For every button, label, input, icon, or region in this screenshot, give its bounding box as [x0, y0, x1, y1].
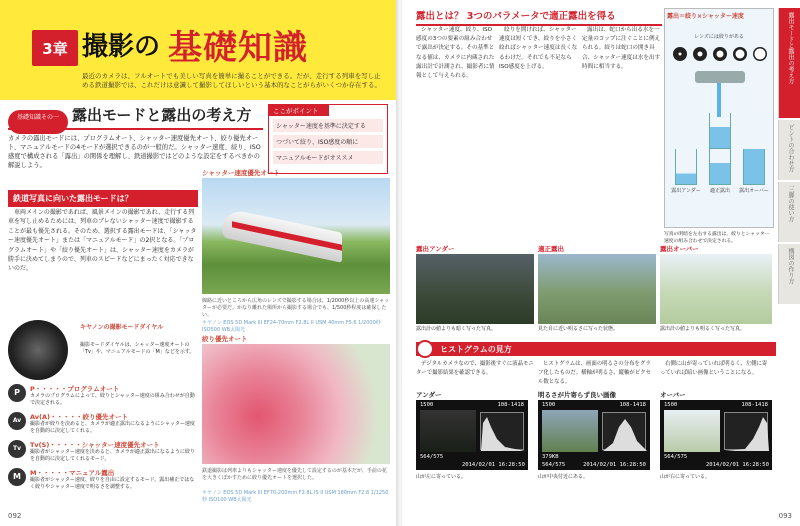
cup-icon: [709, 113, 731, 149]
train-photo: [202, 178, 390, 294]
mode-p-icon: P: [8, 384, 26, 402]
figure-label: 適正露出: [709, 188, 730, 194]
mode-item: [30, 384, 198, 407]
histogram-heading: ヒストグラムの見方: [416, 342, 776, 356]
point-heading: ここがポイント: [269, 105, 329, 116]
body-column: 露出は、蛇口から出る水を一定量のコップに注ぐことに例えられる。絞りは蛇口の開き具合、シャッター速度は水を出す時間に相当する。: [582, 27, 661, 70]
tab-exposure[interactable]: 露出モードと露出の考え方: [778, 8, 800, 118]
folder-readout: 108-1418: [497, 402, 524, 408]
mode-heading: Tv(S)・・・・・シャッター速度優先オート: [30, 441, 160, 449]
date-readout: 2014/02/01 16:28:50: [462, 462, 525, 468]
mode-text: 撮影者がシャッター速度を決めると、カメラが適正露出になるように絞りを自動的に決定してくれるモード。: [30, 449, 195, 462]
exposure-caption: 見た目に近い明るさに写った状態。: [538, 326, 619, 332]
camera-icon: [416, 340, 434, 358]
shutter-readout: 1500: [664, 402, 678, 408]
exposure-label: 適正露出: [538, 245, 564, 253]
screen-caption: 山が中央付近にある。: [538, 474, 589, 480]
date-readout: 2014/02/01 16:28:50: [706, 462, 769, 468]
lcd-screen: [538, 400, 650, 470]
folder-readout: 108-1418: [741, 402, 768, 408]
faucet-icon: [695, 71, 745, 83]
water-stream: [717, 83, 721, 117]
aperture-icon: [693, 47, 707, 61]
point-item: マニュアルモードがオススメ: [273, 151, 383, 164]
tab-focus[interactable]: ピントの合わせ方: [778, 120, 800, 180]
screen-label: 明るさが片寄らず良い画像: [538, 391, 616, 399]
over-photo: [660, 254, 772, 324]
lcd-screen: [416, 400, 528, 470]
exposure-caption: 露出計の値よりも暗く写った写真。: [416, 326, 497, 332]
intro-text: カメラの露出モードには、プログラムオート、シャッター速度優先オート、絞り優先オート、マニュアルモードの4モードが選択できるのが一般的だ。シャッター速度、絞り、ISO感度で構成される「露出」の関係を理解し、鉄道撮影ではどのような設定をするべきかの解説しよう。: [8, 135, 261, 169]
right-page: [402, 0, 800, 526]
photo-exif: キヤノン EOS 5D Mark III EF70-200mm F2.8L IS II USM 180mm F2.8 1/1250秒 ISO100 WB太陽光: [202, 490, 389, 503]
chapter-badge: 3章: [32, 30, 78, 66]
flower-photo: [202, 344, 390, 464]
left-page: [0, 0, 398, 526]
histogram-graph: [724, 412, 768, 450]
photo-heading: 絞り優先オート: [202, 335, 248, 343]
lcd-thumbnail: [664, 410, 720, 452]
lcd-thumbnail: [420, 410, 476, 452]
exposure-label: 露出オーバー: [660, 245, 699, 253]
figure-heading: 露出＝絞り×シャッター速度: [667, 13, 744, 20]
cup-icon: [709, 149, 731, 185]
page-number: 092: [8, 512, 22, 520]
mode-text: 撮影者がシャッター速度、絞りを自由に設定するモード。露出補正ではなく絞りやシャッター速度で明るさを調整する。: [30, 477, 195, 490]
shutter-readout: 1500: [420, 402, 434, 408]
page-number: 093: [778, 512, 792, 520]
count-readout: 564/575: [420, 454, 444, 460]
mode-av-icon: Av: [8, 412, 26, 430]
screen-label: オーバー: [660, 391, 686, 399]
chapter-header: [0, 0, 398, 100]
date-readout: 2014/02/01 16:28:50: [583, 462, 646, 468]
histogram-text: 右側に山が寄っていれば明るく、左側に寄っていれば暗い画像ということになる。: [660, 361, 768, 376]
right-heading: 露出とは？ 3つのパラメータで適正露出を得る: [416, 8, 662, 26]
mode-text: 撮影者が絞りを決めると、カメラが適正露出になるようにシャッター速度を自動的に決定してくれる。: [30, 421, 195, 434]
cup-icon: [675, 149, 697, 185]
mode-item: [30, 468, 198, 491]
mode-heading: P・・・・・プログラムオート: [30, 385, 120, 393]
body-column: 絞りを開ければ、シャッター速度は短くでき、絞りを小さく絞ればシャッター速度は長くなるわけだ。それでも不足ならISO感度を上げる。: [499, 27, 578, 70]
histogram-text: デジタルカメラなので、撮影後すぐに液晶モニターで撮影結果を確認できる。: [416, 361, 534, 376]
exposure-label: 露出アンダー: [416, 245, 455, 253]
photo-exif: キヤノン EOS 5D Mark III EF24-70mm F2.8L II USM 40mm F5.6 1/2000秒 ISO500 WB太陽光: [202, 320, 381, 333]
mode-text: カメラのプログラムによって、絞りとシャッター速度の組み合わせが自動で決定される。: [30, 393, 195, 406]
figure-label: 露出アンダー: [671, 188, 701, 194]
mode-heading: Av(A)・・・・・絞り優先オート: [30, 413, 129, 421]
cup-icon: [743, 149, 765, 185]
aperture-icon: [753, 47, 767, 61]
aperture-icon: [673, 47, 687, 61]
mode-item: [30, 412, 198, 435]
section-badge: 基礎知識その一: [8, 110, 68, 134]
mode-dial-photo: [8, 320, 68, 380]
histogram-text: ヒストグラムは、画面の明るさの分布をグラフ化したものだ。横軸が明るさ、縦軸がピクセル数となる。: [538, 361, 651, 385]
folder-readout: 108-1418: [619, 402, 646, 408]
count-readout: 564/575: [664, 454, 688, 460]
histogram-graph: [602, 412, 646, 450]
photo-heading: シャッター速度優先オート: [202, 169, 280, 177]
screen-caption: 山が右に寄っている。: [660, 474, 711, 480]
dial-caption: 撮影モードダイヤルは、シャッター速度オートの「Tv」や、マニュアルモードの「M」などを示す。: [80, 342, 195, 355]
subheading: 鉄道写真に向いた露出モードは？: [8, 190, 198, 207]
chapter-title: 撮影の: [82, 32, 161, 62]
lcd-screen: [660, 400, 772, 470]
point-item: シャッター速度を基準に決定する: [273, 119, 383, 132]
photo-caption: 線路に近いところから広角のレンズで撮影する場合は、1/2000秒以上の高速シャッターが必要だ。かなり離れた場所から撮影する場合でも、1/500秒程度は確保したい。: [202, 298, 390, 318]
tab-composition[interactable]: 構図の作り方: [778, 244, 800, 304]
under-photo: [416, 254, 534, 324]
proper-photo: [538, 254, 656, 324]
exposure-caption: 露出計の値よりも明るく写った写真。: [660, 326, 746, 332]
screen-label: アンダー: [416, 391, 442, 399]
mode-m-icon: M: [8, 468, 26, 486]
lens-label: レンズには絞りがある: [694, 34, 744, 40]
shutter-readout: 1500: [542, 402, 556, 408]
exposure-figure: [664, 8, 774, 228]
mode-heading: M・・・・・マニュアル露出: [30, 469, 115, 477]
lcd-thumbnail: [542, 410, 598, 452]
aperture-icon: [733, 47, 747, 61]
body-column: シャッター速度、絞り、ISO感度の3つの要素の組み合わせで露出が決定する。その基準となる値は、カメラに内蔵された露出計で計測され、撮影者に情報として与えられる。: [416, 27, 495, 80]
histogram-graph: [480, 412, 524, 450]
point-item: つづいて絞り、ISO感度の順に: [273, 135, 383, 148]
aperture-icon: [713, 47, 727, 61]
tab-tripod[interactable]: 三脚の使い方: [778, 182, 800, 242]
dial-heading: キヤノンの撮影モードダイヤル: [80, 324, 164, 331]
section-rule: [8, 128, 263, 130]
section-title: 露出モードと露出の考え方: [72, 106, 252, 124]
size-readout: 379KB: [542, 454, 559, 460]
aperture-row: [673, 47, 767, 61]
chapter-title-accent: 基礎知識: [168, 28, 308, 68]
point-box: [268, 104, 388, 174]
figure-label: 露出オーバー: [739, 188, 769, 194]
lead-text: 最近のカメラは、フルオートでも美しい写真を簡単に撮ることができる。だが、走行する列車を写し止める鉄道撮影では、これだけは意識して撮影してほしいという基本的なことがらがいくつか存在する。: [82, 72, 381, 89]
mode-tv-icon: Tv: [8, 440, 26, 458]
photo-caption: 鉄道撮影は列車よりもシャッター速度を優先して設定するのが基本だが、手前の花を大きくぼかすために絞り優先オートを選択した。: [202, 468, 387, 481]
count-readout: 564/575: [542, 462, 566, 468]
body-text: 車両メインの撮影であれば、風景メインの撮影であれ、走行する列車を写し止めるためには、列車のブレないシャッター速度で撮影することが最も優先される。そのため、選択する露出モードは、「シャッター速度優先オート」または「マニュアルモード」の2択となる。「プログラムオート」や「絞り優先オート」は、シャッター速度をカメラが勝手に決めてしまうので、列車のスピードなどにまったく対応できないのだ。: [8, 209, 197, 273]
figure-caption: 写真の明暗を左右する露出は、絞りとシャッター速度の組み合わせで決定される。: [664, 232, 770, 244]
screen-caption: 山が左に寄っている。: [416, 474, 467, 480]
mode-item: [30, 440, 198, 463]
